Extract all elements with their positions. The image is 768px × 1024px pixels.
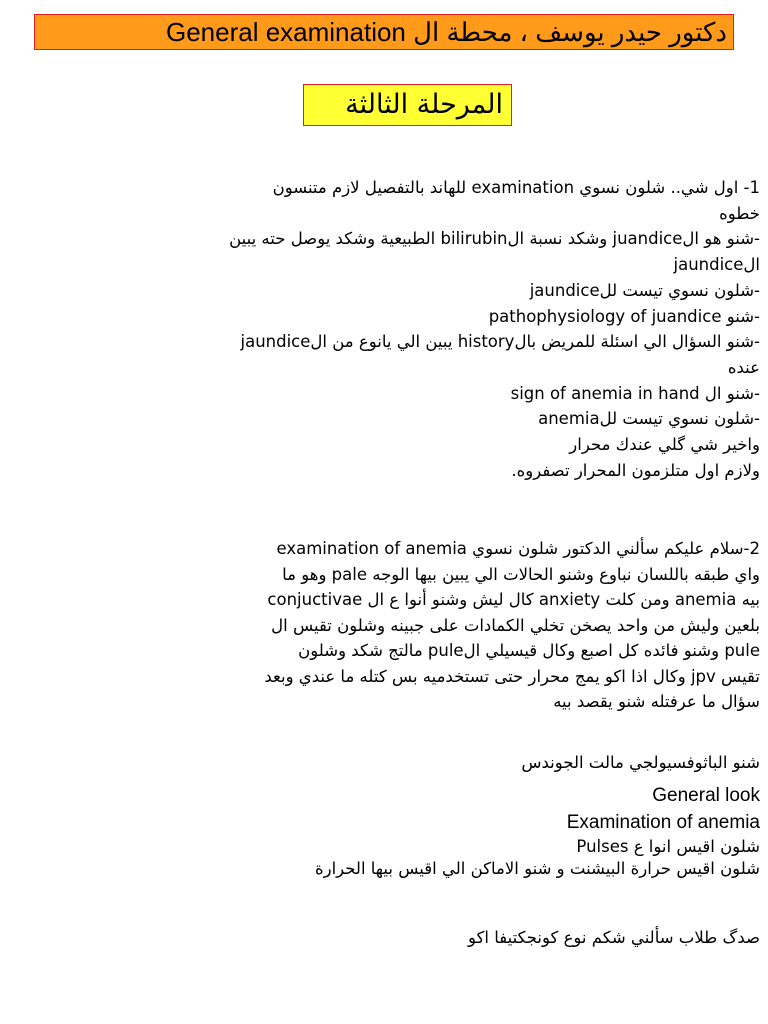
stage-label: المرحلة الثالثة bbox=[303, 84, 512, 126]
q3-pulses: شلون اقيس انوا ع Pulses bbox=[576, 837, 760, 856]
q3-temperature: شلون اقيس حرارة البيشنت و شنو الاماكن الي اقيس بيها الحرارة bbox=[314, 859, 760, 878]
q1-line-7: -شنو السؤال الي اسئلة للمريض بالhistory يبين الي يانوع من الjaundice bbox=[240, 332, 760, 352]
q1-line-5: -شلون نسوي تيست للjaundice bbox=[529, 280, 760, 300]
question-3-block bbox=[140, 752, 760, 880]
q1-line-6: -شنو pathophysiology of juandice bbox=[488, 306, 760, 326]
q1-line-11: واخير شي گلي عندك محرار bbox=[569, 435, 760, 455]
question-2-block bbox=[150, 536, 760, 715]
question-1-block bbox=[120, 175, 760, 483]
q3-exam-anemia: Examination of anemia bbox=[566, 812, 760, 833]
q3-jaundice-heading: شنو الباثوفسيولجي مالت الجوندس bbox=[521, 753, 760, 772]
q1-line-1: 1- اول شي.. شلون نسوي examination للهاند بالتفصيل لازم متنسون bbox=[272, 178, 760, 197]
q2-line-2: واي طبقه باللسان نباوع وشنو الحالات الي يبين بيها الوجه pale وهو ما bbox=[282, 564, 760, 584]
q1-line-9: -شنو ال sign of anemia in hand bbox=[510, 383, 760, 403]
q1-line-12: ولازم اول متلزمون المحرار تصفروه. bbox=[511, 460, 760, 480]
q4-line: صدگ طلاب سألني شكم نوع كونجكتيفا اكو bbox=[468, 928, 760, 947]
header-banner: دكتور حيدر يوسف ، محطة ال General examination bbox=[34, 14, 734, 50]
question-4-block bbox=[140, 926, 760, 950]
q2-line-3: بيه anemia ومن كلت anxiety كال ليش وشنو أنوا ع ال conjuctivae bbox=[267, 590, 760, 609]
q3-general-look: General look bbox=[652, 785, 760, 806]
q2-line-1: 2-سلام عليكم سألني الدكتور شلون نسوي examination of anemia bbox=[276, 539, 760, 558]
q1-line-3: -شنو هو الjuandice وشكد نسبة الbilirubin الطبيعية وشكد يوصل حته يبين bbox=[229, 229, 760, 249]
q2-line-5: pule وشنو فائده كل اصبع وكال قيسيلي الpule مالتج شكد وشلون bbox=[298, 641, 760, 660]
q1-line-4: الjaundice bbox=[673, 255, 760, 275]
q2-line-4: بلعين وليش من واحد يصخن تخلي الكمادات على جبينه وشلون تقيس ال bbox=[271, 615, 760, 635]
q1-line-2: خطوه bbox=[719, 203, 760, 223]
q2-line-7: سؤال ما عرفتله شنو يقصد بيه bbox=[553, 692, 760, 711]
q1-line-8: عنده bbox=[727, 357, 760, 377]
q2-line-6: تقيس jpv وكال اذا اكو يمج محرار حتى تستخدميه بس كتله ما عندي وبعد bbox=[264, 666, 760, 686]
q1-line-10: -شلون نسوي تيست للanemia bbox=[538, 409, 760, 429]
